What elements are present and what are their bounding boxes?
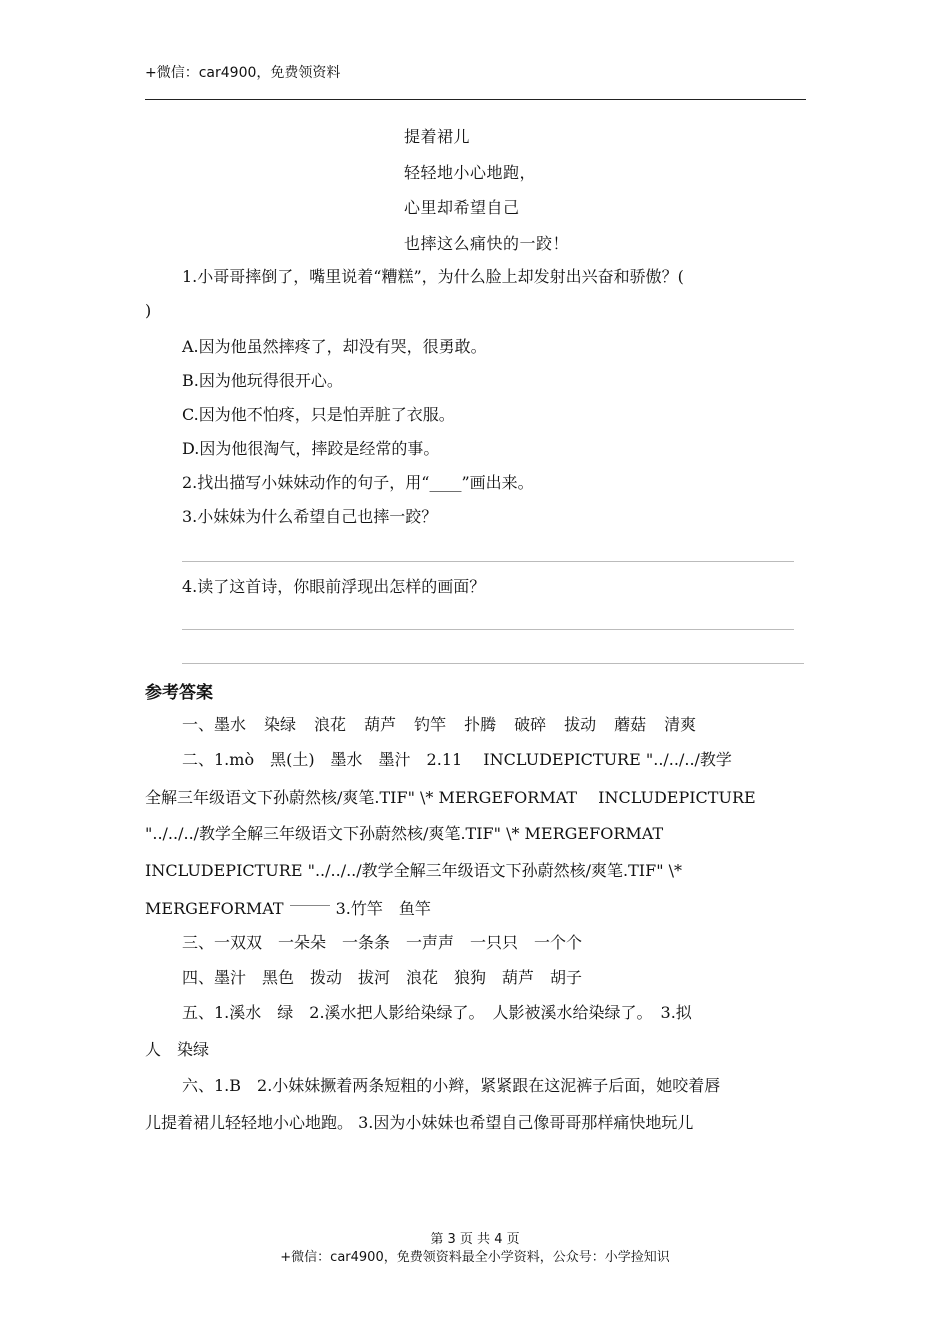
poem-line: 心里却希望自己 xyxy=(404,198,520,217)
question-4: 4.读了这首诗，你眼前浮现出怎样的画面？ xyxy=(182,577,486,596)
option-c: C.因为他不怕疼，只是怕弄脏了衣服。 xyxy=(182,405,455,424)
answer-line-q4-1[interactable] xyxy=(182,629,794,630)
answer-word: 浪花 xyxy=(314,715,347,734)
answer-section-5-line-2: 人 染绿 xyxy=(145,1040,210,1059)
question-1-paren-close: ) xyxy=(145,301,152,320)
answers-heading: 参考答案 xyxy=(145,683,213,703)
answer-section-4: 四、墨汁 黑色 拨动 拔河 浪花 狼狗 葫芦 胡子 xyxy=(182,968,583,987)
answer-word: 墨水 xyxy=(214,715,247,734)
poem-line: 也摔这么痛快的一跤！ xyxy=(404,233,570,253)
answer-section-2-line-4: INCLUDEPICTURE "../../../教学全解三年级语文下孙蔚然核/爽笔.TIF" \* xyxy=(145,861,683,880)
question-4-wrap xyxy=(145,574,485,600)
poem-excerpt xyxy=(404,124,569,266)
brush-image-icon xyxy=(290,905,330,914)
answer-line-q4-2[interactable] xyxy=(182,663,804,664)
answer-section-6-line-1: 六、1.B 2.小妹妹撅着两条短粗的小辫，紧紧跟在这泥裤子后面，她咬着唇 xyxy=(182,1076,721,1095)
answer-section-2-line-2: 全解三年级语文下孙蔚然核/爽笔.TIF" \* MERGEFORMAT INCLUDEPICTURE xyxy=(145,788,756,807)
answer-word: 葫芦 xyxy=(364,715,397,734)
answer-section-2-line-3: "../../../教学全解三年级语文下孙蔚然核/爽笔.TIF" \* MERGEFORMAT xyxy=(145,824,664,843)
footer-note: +微信：car4900，免费领资料最全小学资料，公众号：小学捡知识 xyxy=(280,1250,670,1265)
answer-section-5-line-1: 五、1.溪水 绿 2.溪水把人影给染绿了。 人影被溪水给染绿了。 3.拟 xyxy=(182,1003,692,1022)
page-header-text: +微信：car4900，免费领资料 xyxy=(145,65,341,81)
answer-word: 染绿 xyxy=(264,715,297,734)
answer-section-6-line-2: 儿提着裙儿轻轻地小心地跑。 3.因为小妹妹也希望自己像哥哥那样痛快地玩儿 xyxy=(145,1113,694,1132)
answer-section-3: 三、一双双 一朵朵 一条条 一声声 一只只 一个个 xyxy=(182,933,583,952)
answer-word: 扑腾 xyxy=(464,715,497,734)
question-3: 3.小妹妹为什么希望自己也摔一跤？ xyxy=(182,507,438,526)
question-1-options xyxy=(145,334,534,538)
poem-line: 轻轻地小心地跑， xyxy=(404,162,537,182)
answer-word: 拔动 xyxy=(564,715,597,734)
question-1 xyxy=(145,264,806,324)
option-d: D.因为他很淘气，摔跤是经常的事。 xyxy=(182,439,440,458)
question-2: 2.找出描写小妹妹动作的句子，用“____”画出来。 xyxy=(182,473,534,492)
option-b: B.因为他玩得很开心。 xyxy=(182,371,343,390)
answer-section-2-q3: 3.竹竿 鱼竿 xyxy=(335,899,431,918)
page-number: 第 3 页 共 4 页 xyxy=(430,1232,520,1247)
answer-section-1 xyxy=(145,712,843,738)
answer-section-2-line-1: 二、1.mò 黑(土) 墨水 墨汁 2.11 INCLUDEPICTURE "../../../教学 xyxy=(182,750,732,769)
answer-section-1-prefix: 一、 xyxy=(182,715,215,734)
header-divider xyxy=(145,99,806,100)
poem-line: 提着裙儿 xyxy=(404,127,471,146)
answer-word: 破碎 xyxy=(514,715,547,734)
question-1-text: 1.小哥哥摔倒了，嘴里说着“糟糕”，为什么脸上却发射出兴奋和骄傲？( xyxy=(182,267,684,286)
answer-line-q3[interactable] xyxy=(182,561,794,562)
answer-section-2-line-5 xyxy=(145,896,806,922)
answer-word: 蘑菇 xyxy=(614,715,647,734)
option-a: A.因为他虽然摔疼了，却没有哭，很勇敢。 xyxy=(182,337,487,356)
answer-word: 清爽 xyxy=(664,715,697,734)
answer-word: 钓竿 xyxy=(414,715,447,734)
answer-section-2-mergeformat: MERGEFORMAT xyxy=(145,899,284,918)
